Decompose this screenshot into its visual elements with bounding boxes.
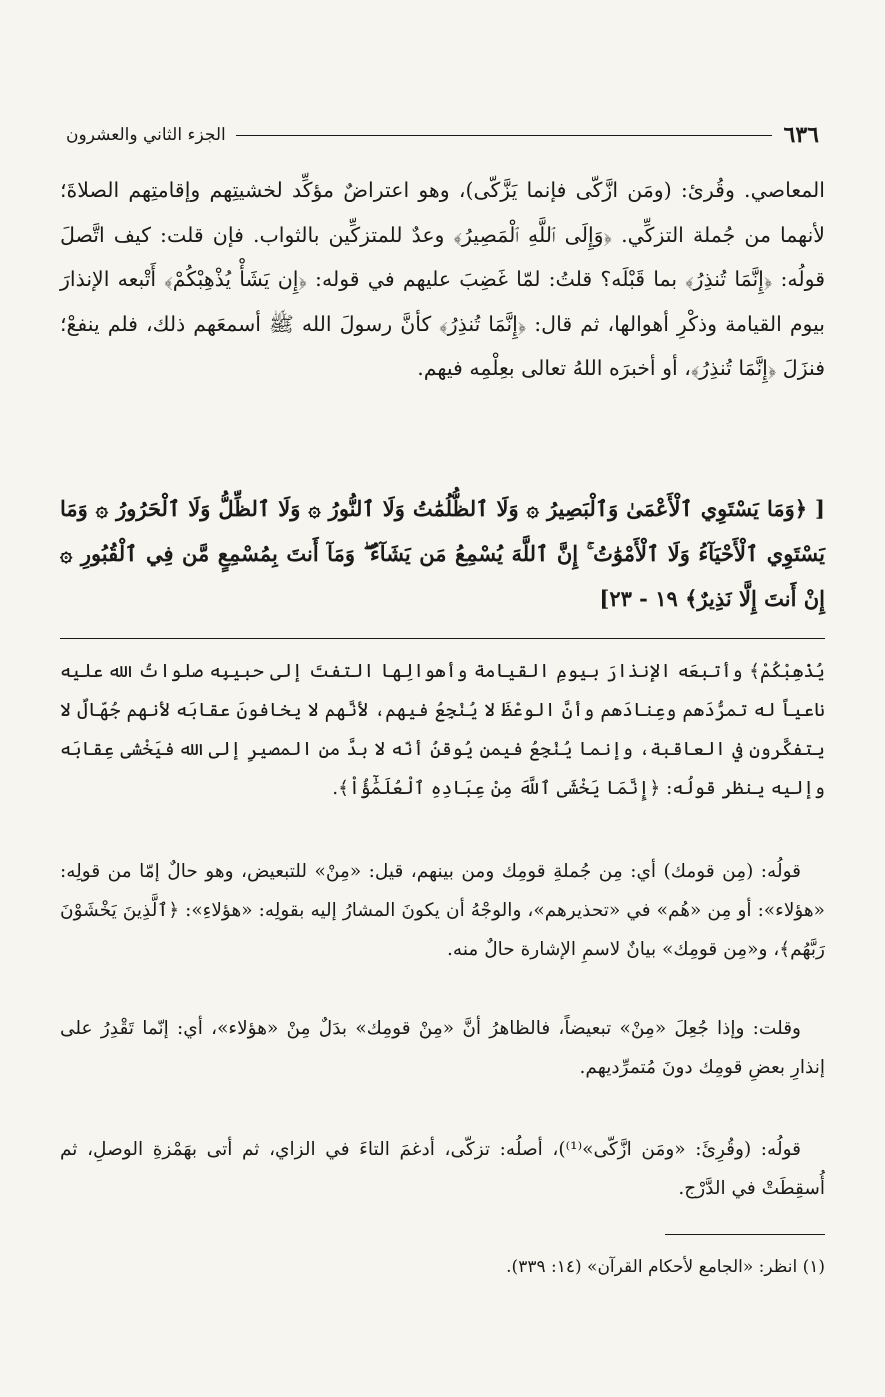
- main-text: [60, 168, 825, 391]
- commentary-paragraph-3: [60, 1009, 825, 1087]
- commentary-paragraph-1: [60, 652, 825, 808]
- commentary-paragraph-4: [60, 1130, 825, 1208]
- main-divider: [60, 638, 825, 639]
- header-rule: [236, 135, 772, 136]
- commentary-text: قولُه: (مِن قومك) أي: مِن جُملةِ قومِك ومن بينهم، قيل: «مِنْ» للتبعيض، وهو حالٌ إمّا من قولِه: «هؤلاء»: أو مِن «هُم» في «تحذيرهم»، والوجْهُ أن يكونَ المشارُ إليه بقولِه: «هؤلاءِ»: ﴿ٱلَّذِينَ يَخْشَوْنَ رَبَّهُم﴾، و«مِن قومِك» بيانٌ لاسمِ الإشارة حالٌ منه.: [60, 861, 825, 960]
- page-number: ٦٣٦: [783, 122, 819, 148]
- commentary-text: قولُه: (وقُرِئَ: «ومَن ازَّكّى»⁽¹⁾)، أصلُه: تزكّى، أدغمَ التاءَ في الزاي، ثم أتى بهَمْزةِ الوصلِ، ثم أُسقِطَتْ في الدَّرْج.: [60, 1139, 825, 1199]
- footnote-divider: [665, 1234, 825, 1235]
- commentary-text: وقلت: وإذا جُعِلَ «مِنْ» تبعيضاً، فالظاهرُ أنَّ «مِنْ قومِك» بدَلٌ مِنْ «هؤلاء»، أي: إنّما تَقْدِرُ على إنذارِ بعضِ قومِك دونَ مُتمرِّديهم.: [60, 1018, 825, 1078]
- footnote-text: (١) انظر: «الجامع لأحكام القرآن» (١٤: ٣٣٩).: [506, 1257, 825, 1277]
- footnote: [60, 1252, 825, 1282]
- verses-text: [ ﴿وَمَا يَسْتَوِي ٱلْأَعْمَىٰ وَٱلْبَصِيرُ ۞ وَلَا ٱلظُّلُمَٰتُ وَلَا ٱلنُّورُ ۞ وَلَا ٱلظِّلُّ وَلَا ٱلْحَرُورُ ۞ وَمَا يَسْتَوِي ٱلْأَحْيَآءُ وَلَا ٱلْأَمْوَٰتُ ۚ إِنَّ ٱللَّهَ يُسْمِعُ مَن يَشَآءُ ۖ وَمَآ أَنتَ بِمُسْمِعٍ مَّن فِي ٱلْقُبُورِ ۞ إِنْ أَنتَ إِلَّا نَذِيرٌ﴾ ١٩ - ٢٣]: [60, 496, 825, 611]
- page-header: [66, 118, 819, 152]
- commentary-text: يُذْهِبْكُمْ﴾ وأتبعَه الإنذارَ بيومِ القيامة وأهوالِها التفتَ إلى حبيبِه صلواتُ الله عليه ناعياً له تمرُّدَهم وعِنادَهم وأنَّ الوعْظَ لا يُنْجِعُ فيهم، لأنَّهم لا يخافونَ عقابَه لأنهم جُهّالٌ لا يتفكَّرون في العاقبة، وإنما يُنْجِعُ فيمن يُوقنُ أنّه لا بدَّ من المصيرِ إلى الله فيَخْشى عِقابَه وإليه ينظر قولُه: ﴿إِنَّمَا يَخْشَى ٱللَّهَ مِنْ عِبَادِهِ ٱلْعُلَمَٰٓؤُاْ﴾.: [60, 661, 825, 799]
- quran-verses: [60, 486, 825, 621]
- commentary-paragraph-2: [60, 852, 825, 969]
- main-paragraph: المعاصي. وقُرئ: (ومَن ازَّكّى فإنما يَزَّكّى)، وهو اعتراضٌ مؤكِّد لخشيتِهم وإقامتِهم الصلاةَ؛ لأنهما من جُملة التزكِّي. ﴿وَإِلَى ٱللَّهِ ٱلْمَصِيرُ﴾ وعدٌ للمتزكِّين بالثواب. فإن قلت: كيف اتَّصلَ قولُه: ﴿إِنَّمَا تُنذِرُ﴾ بما قَبْلَه؟ قلتُ: لمّا غَضِبَ عليهم في قوله: ﴿إِن يَشَأْ يُذْهِبْكُمْ﴾ أَتْبعه الإنذارَ بيوم القيامة وذكْرِ أهوالها، ثم قال: ﴿إِنَّمَا تُنذِرُ﴾ كأنَّ رسولَ الله ﷺ أسمعَهم ذلك، فلم ينفعْ؛ فنزَلَ ﴿إِنَّمَا تُنذِرُ﴾، أو أخبرَه اللهُ تعالى بعِلْمِه فيهم.: [60, 178, 825, 381]
- running-title: الجزء الثاني والعشرون: [66, 125, 226, 145]
